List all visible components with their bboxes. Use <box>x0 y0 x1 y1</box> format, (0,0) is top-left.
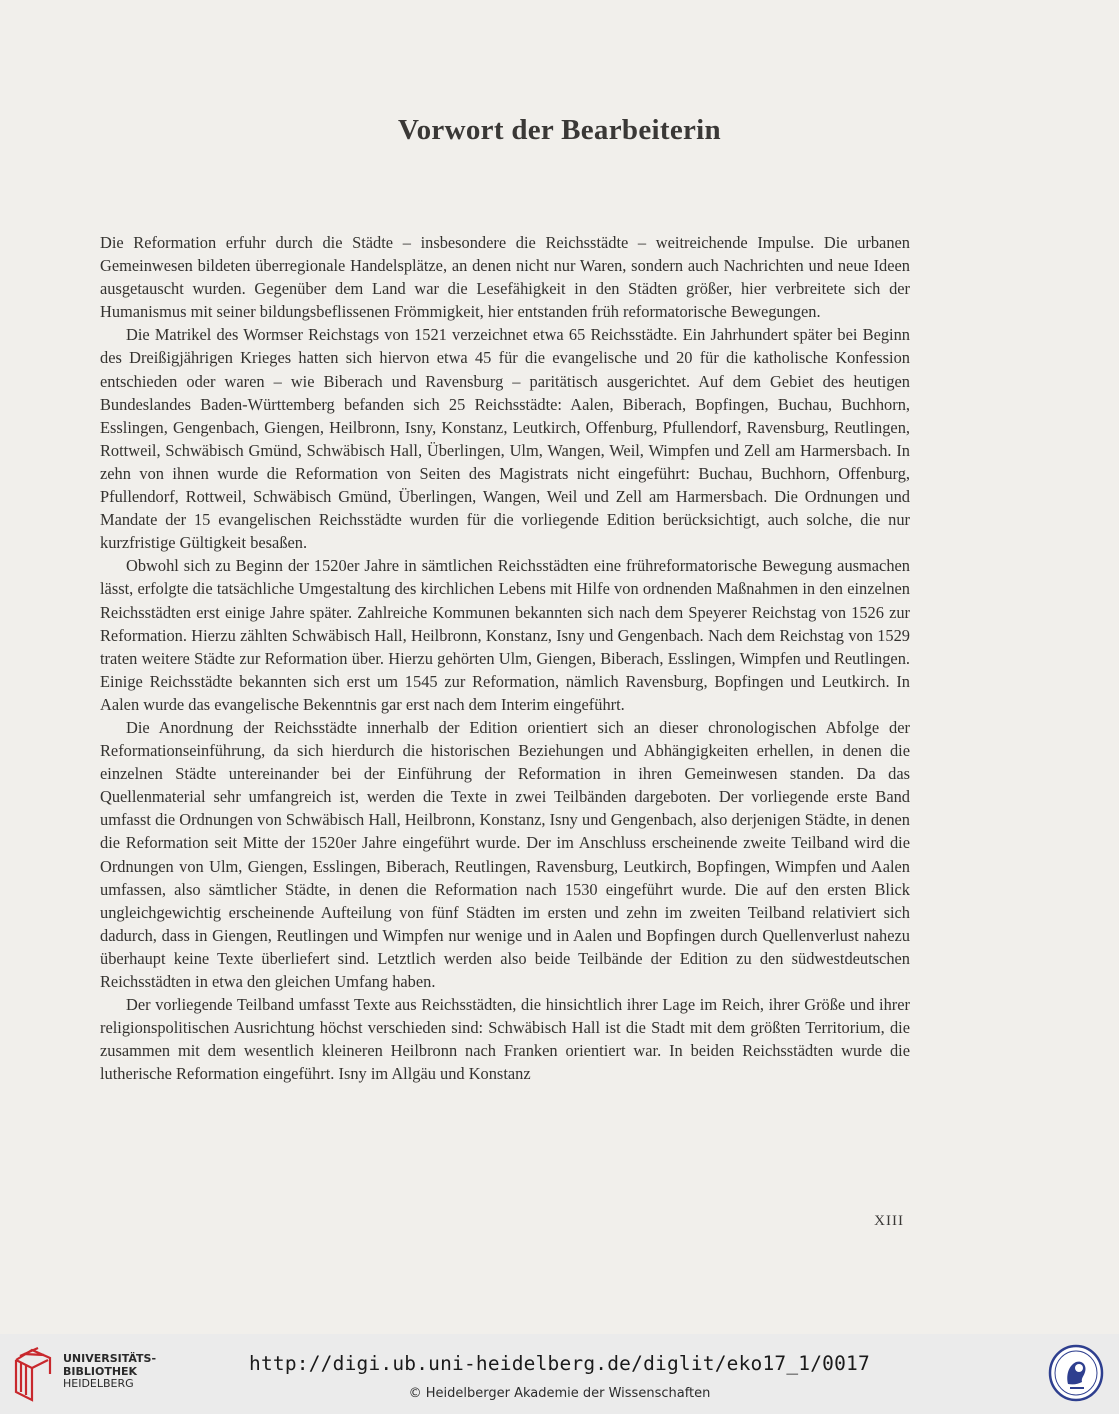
copyright-notice: © Heidelberger Akademie der Wissenschaften <box>408 1386 711 1401</box>
paragraph-5: Der vorliegende Teilband umfasst Texte aus Reichsstädten, die hinsichtlich ihrer Lage im Reich, ihrer Größe und ihrer religionspolitischen Ausrichtung höchst verschieden sind: Schwäbisch Hall ist die Stadt mit dem größten Territorium, die zusammen mit dem wesentlich kleineren Heilbronn nach Franken orientiert war. In beiden Reichsstädten wurde die lutherische Reformation eingeführt. Isny im Allgäu und Konstanz <box>100 995 910 1084</box>
library-name-line1: UNIVERSITÄTS- <box>63 1352 157 1365</box>
paragraph-1: Die Reformation erfuhr durch die Städte – insbesondere die Reichsstädte – weitreichende Impulse. Die urbanen Gemeinwesen bildeten überregionale Handelsplätze, an denen nicht nur Waren, sondern auch Nachrichten und neue Ideen ausgetauscht wurden. Gegenüber dem Land war die Lesefähigkeit in den Städten größer, hier verbreitete sich der Humanismus mit seiner bildungsbeflissenen Frömmigkeit, hier entstanden früh reformatorische Bewegungen. <box>100 233 910 322</box>
viewer-footer <box>0 1334 1119 1414</box>
body-text <box>100 231 910 1085</box>
paragraph-4: Die Anordnung der Reichsstädte innerhalb der Edition orientiert sich an dieser chronologischen Abfolge der Reformationseinführung, da sich hierdurch die historischen Beziehungen und Abhängigkeiten erhellen, in denen die einzelnen Städte untereinander bei der Einführung der Reformation in ihren Gemeinwesen standen. Da das Quellenmaterial sehr umfangreich ist, werden die Texte in zwei Teilbänden dargeboten. Der vorliegende erste Band umfasst die Ordnungen von Schwäbisch Hall, Heilbronn, Konstanz, Isny und Gengenbach, also derjenigen Städte, in denen die Reformation seit Mitte der 1520er Jahre eingeführt wurde. Der im Anschluss erscheinende zweite Teilband wird die Ordnungen von Ulm, Giengen, Esslingen, Biberach, Reutlingen, Ravensburg, Leutkirch, Bopfingen, Wimpfen und Aalen umfassen, also sämtlicher Städte, in denen die Reformation nach 1530 eingeführt wurde. Die auf den ersten Blick ungleichgewichtig erscheinende Aufteilung von fünf Städten im ersten und zehn im zweiten Teilband relativiert sich dadurch, dass in Giengen, Reutlingen und Wimpfen nur wenige und in Aalen und Bopfingen durch Quellenverlust nahezu überhaupt keine Texte überliefert sind. Letztlich werden also beide Teilbände der Edition zu den südwestdeutschen Reichsstädten in etwa den gleichen Umfang haben. <box>100 717 910 991</box>
paragraph-2: Die Matrikel des Wormser Reichstags von 1521 verzeichnet etwa 65 Reichsstädte. Ein Jahrhundert später bei Beginn des Dreißigjährigen Krieges hatten sich hiervon etwa 45 für die evangelische und 20 für die katholische Konfession entschieden oder waren – wie Biberach und Ravensburg – paritätisch ausgerichtet. Auf dem Gebiet des heutigen Bundeslandes Baden-Württemberg befanden sich 25 Reichsstädte: Aalen, Biberach, Bopfingen, Buchau, Buchhorn, Esslingen, Gengenbach, Giengen, Heilbronn, Isny, Konstanz, Leutkirch, Offenburg, Pfullendorf, Ravensburg, Reutlingen, Rottweil, Schwäbisch Gmünd, Schwäbisch Hall, Überlingen, Ulm, Wangen, Weil, Wimpfen und Zell am Harmersbach. In zehn von ihnen wurde die Reformation von Seiten des Magistrats nicht eingeführt: Buchau, Buchhorn, Offenburg, Pfullendorf, Rottweil, Schwäbisch Gmünd, Überlingen, Wangen, Weil und Zell am Harmersbach. Die Ordnungen und Mandate der 15 evangelischen Reichsstädte wurden für die vorliegende Edition berücksichtigt, auch solche, die nur kurzfristige Gültigkeit besaßen. <box>100 325 910 553</box>
library-name-line3: HEIDELBERG <box>63 1377 134 1390</box>
page-number: XIII <box>874 1213 904 1229</box>
page-title: Vorwort der Bearbeiterin <box>398 114 721 146</box>
paragraph-3: Obwohl sich zu Beginn der 1520er Jahre in sämtlichen Reichsstädten eine frühreformatorische Bewegung ausmachen lässt, erfolgte die tatsächliche Umgestaltung des kirchlichen Lebens mit Hilfe von ordnenden Maßnahmen in den einzelnen Reichsstädten erst einige Jahre später. Zahlreiche Kommunen bekannten sich nach dem Speyerer Reichstag von 1526 zur Reformation. Hierzu zählten Schwäbisch Hall, Heilbronn, Konstanz, Isny und Gengenbach. Nach dem Reichstag von 1529 traten weitere Städte zur Reformation über. Hierzu gehörten Ulm, Giengen, Biberach, Esslingen, Wimpfen und Reutlingen. Einige Reichsstädte bekannten sich erst um 1545 zur Reformation, nämlich Ravensburg, Bopfingen und Leutkirch. In Aalen wurde das evangelische Bekenntnis gar erst nach dem Interim eingeführt. <box>100 556 910 714</box>
academy-seal-icon[interactable] <box>1048 1344 1104 1402</box>
library-name-line2: BIBLIOTHEK <box>63 1364 138 1378</box>
permalink-url[interactable]: http://digi.ub.uni-heidelberg.de/diglit/eko17_1/0017 <box>249 1352 870 1375</box>
